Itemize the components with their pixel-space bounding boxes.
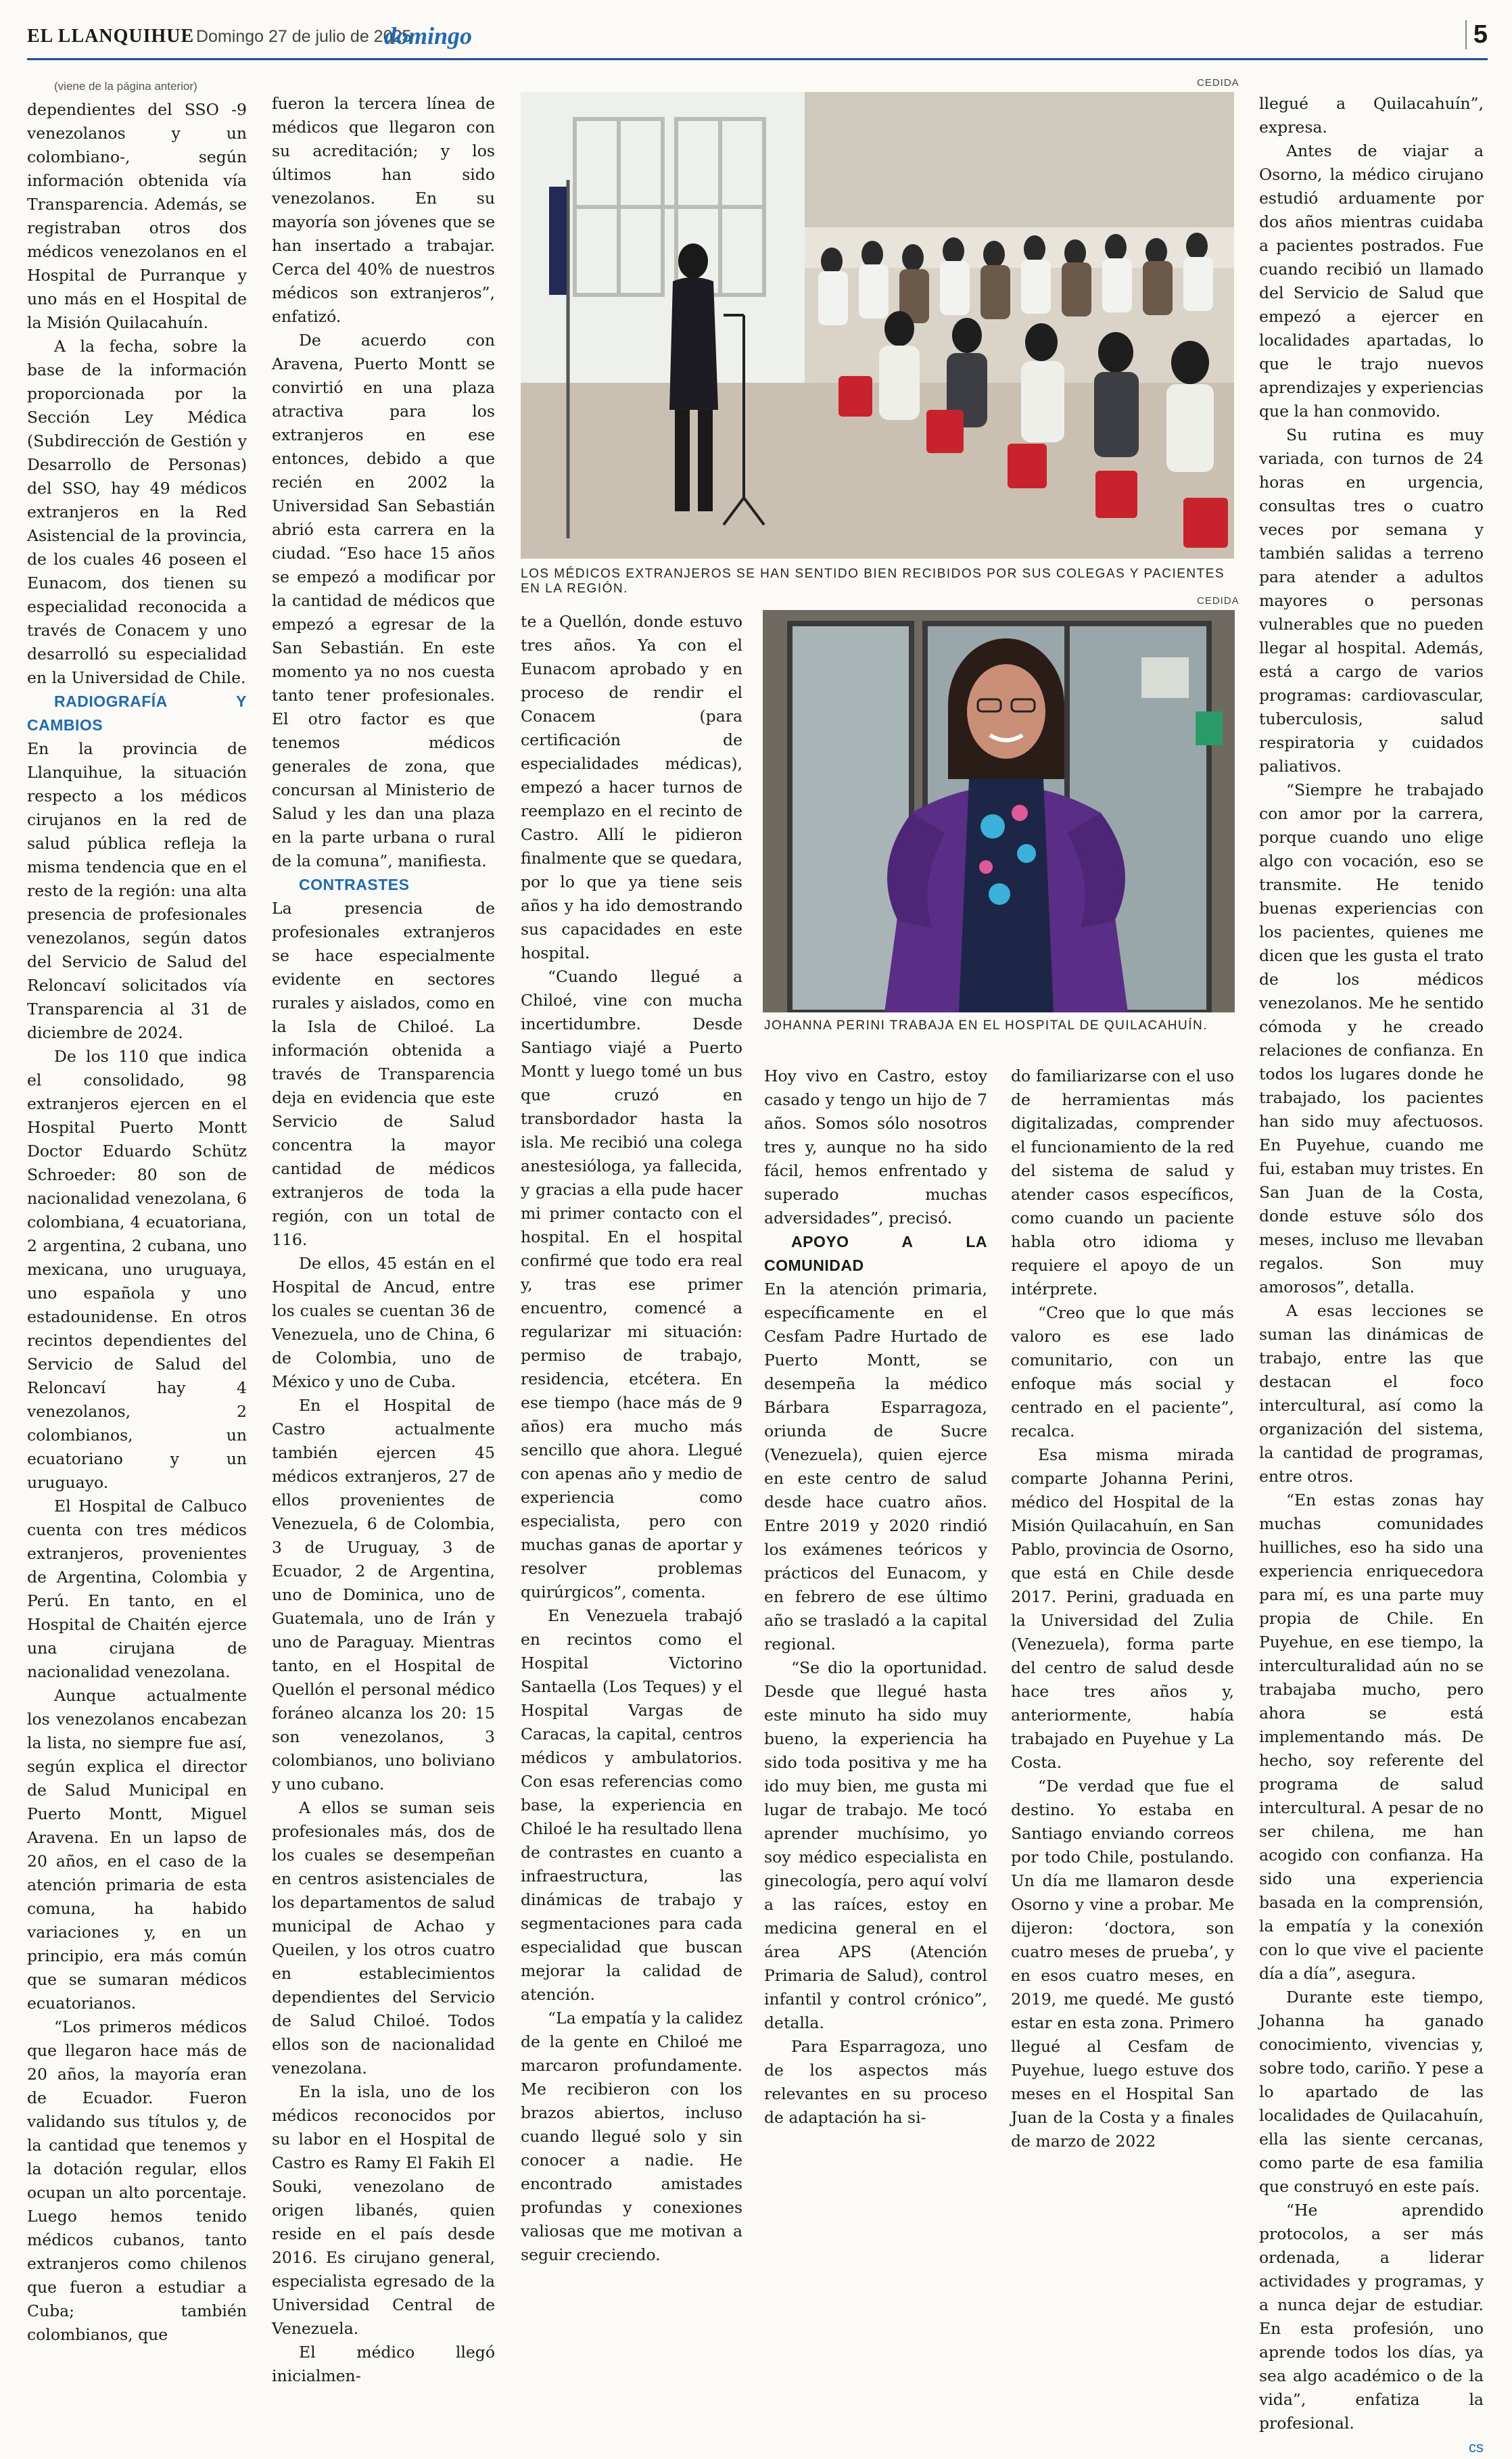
paragraph: En la atención primaria, específicamente en el Cesfam Padre Hurtado de Puerto Montt, se desempeña la médico Bárbara Esparragoza, oriunda de Sucre (Venezuela), quien ejerce en este centro de salud desde hace cuatro años. Entre 2019 y 2020 rindió los exámenes teóricos y prácticos del Eunacom, y en febrero de ese último año se trasladó a la capital regional. [764,1280,987,1654]
page-header [27,20,1488,60]
paragraph: Para Esparragoza, uno de los aspectos más relevantes en su proceso de adaptación ha si- [764,2037,987,2127]
paragraph: La presencia de profesionales extranjeros se hace especialmente evidente en sectores rurales y aislados, como en la Isla de Chiloé. La información obtenida a través de Transparencia deja en evidencia que este Servicio de Salud concentra la mayor cantidad de médicos extranjeros de toda la región, con un total de 116. [272,899,495,1249]
section-name: domingo [384,22,473,49]
paragraph: “En estas zonas hay muchas comunidades huilliches, eso ha sido una experiencia enriquecedora para mí, es una parte muy propia de Chile. En Puyehue, en ese tiempo, la interculturalidad aún no se trabajaba mucho, pero ahora se está implementando más. De hecho, soy referente del programa de salud intercultural. A pesar de no ser chilena, me han acogido con confianza. Ha sido una experiencia basada en la comprensión, la empatía y la conexión con lo que vive el paciente día a día”, asegura. [1259,1491,1484,1983]
article-column-5 [1011,1064,1234,2153]
article-column-6 [1259,92,1484,2459]
newspaper-name: EL LLANQUIHUE [27,26,195,47]
continued-note: (viene de la página anterior) [54,80,197,93]
paragraph: Durante este tiempo, Johanna ha ganado conocimiento, vivencias y, sobre todo, cariño. Y pese a lo apartado de las localidades de Quilacahuín, ella las siente cercanas, como parte de esa familia que construyó en este país. [1259,1988,1484,2196]
subheading-contrastes: CONTRASTES [299,876,410,893]
issue-date: Domingo 27 de julio de 2025 [196,27,412,46]
paragraph: “Los primeros médicos que llegaron hace más de 20 años, la mayoría eran de Ecuador. Fueron validando sus títulos y, de la cantidad que tenemos y la dotación regular, ellos ocupan un alto porcentaje. Luego hemos tenido médicos cubanos, tanto extranjeros como chilenos que fueron a estudiar a Cuba; también colombianos, que [27,2017,247,2344]
paragraph: “Creo que lo que más valoro es ese lado comunitario, con un enfoque más social y centrado en el paciente”, recalca. [1011,1303,1234,1441]
article-end-mark: cs [1469,2439,1484,2456]
paragraph: dependientes del SSO -9 venezolanos y un colombiano-, según información obtenida vía Transparencia. Además, se registraban otros dos médicos venezolanos en el Hospital de Purranque y uno más en el Hospital de la Misión Quilacahuín. [27,100,247,332]
subheading-radiografia: RADIOGRAFÍA Y CAMBIOS [27,693,247,734]
paragraph: fueron la tercera línea de médicos que llegaron con su acreditación; y los últimos han sido venezolanos. En su mayoría son jóvenes que se han insertado a trabajar. Cerca del 40% de nuestros médicos son extranjeros”, enfatizó. [272,94,495,326]
paragraph: A la fecha, sobre la base de la información proporcionada por la Sección Ley Médica (Subdirección de Gestión y Desarrollo de Personas) del SSO, hay 49 médicos extranjeros en la Red Asistencial de la provincia, de los cuales 46 poseen el Eunacom, dos tienen su especialidad reconocida a través de Conacem y uno desarrolló su especialidad en la Universidad de Chile. [27,337,247,687]
portrait-photo [763,610,1235,1012]
paragraph: A ellos se suman seis profesionales más, dos de los cuales se desempeñan en centros asistenciales de los departamentos de salud municipal de Achao y Queilen, y los otros cuatro en establecimientos dependientes del Servicio de Salud Chiloé. Todos ellos son de nacionalidad venezolana. [272,1798,495,2078]
paragraph: En Venezuela trabajó en recintos como el Hospital Victorino Santaella (Los Teques) y el Hospital Vargas de Caracas, la capital, centros médicos y ambulatorios. Con esas referencias como base, la experiencia en Chiloé le ha resultado llena de contrastes en cuanto a infraestructura, las dinámicas de trabajo y segmentaciones para cada especialidad que buscan mejorar la calidad de atención. [521,1606,742,2004]
article-column-1 [27,74,247,2347]
paragraph: A esas lecciones se suman las dinámicas de trabajo, entre las que destacan el foco intercultural, así como la organización del sistema, la cantidad de programas, entre otros. [1259,1301,1484,1486]
paragraph: Esa misma mirada comparte Johanna Perini, médico del Hospital de la Misión Quilacahuín, en San Pablo, provincia de Osorno, que está en Chile desde 2017. Perini, graduada en la Universidad del Zulia (Venezuela), forma parte del centro de salud desde hace tres años y, anteriormente, había trabajado en Puyehue y La Costa. [1011,1445,1234,1772]
photo-credit: CEDIDA [1197,77,1239,89]
paragraph: Su rutina es muy variada, con turnos de 24 horas en urgencia, consultas tres o cuatro veces por semana y también salidas a terreno para atender a adultos mayores o personas vulnerables que no pueden llegar al hospital. Además, está a cargo de varios programas: cardiovascular, tuberculosis, salud respiratoria y cuidados paliativos. [1259,425,1484,776]
paragraph: Hoy vivo en Castro, estoy casado y tengo un hijo de 7 años. Somos sólo nosotros tres y, aunque no ha sido fácil, hemos enfrentado y superado muchas adversidades”, precisó. [764,1067,987,1227]
paragraph: El Hospital de Calbuco cuenta con tres médicos extranjeros, provenientes de Argentina, Colombia y Perú. En tanto, en el Hospital de Chaitén ejerce una cirujana de nacionalidad venezolana. [27,1497,247,1681]
portrait-photo-illustration [763,610,1235,1012]
paragraph: En la provincia de Llanquihue, la situación respecto a los médicos cirujanos en la red de salud pública refleja la misma tendencia que en el resto de la región: una alta presencia de profesionales venezolanos, según datos del Servicio de Salud del Reloncaví solicitados vía Transparencia al 31 de diciembre de 2024. [27,739,247,1042]
conference-photo [521,92,1234,559]
paragraph: Aunque actualmente los venezolanos encabezan la lista, no siempre fue así, según explica el director de Salud Municipal en Puerto Montt, Miguel Aravena. En un lapso de 20 años, en el caso de la atención primaria de esta comuna, ha habido variaciones y, en un principio, era más común que se sumaran médicos ecuatorianos. [27,1686,247,2013]
page-number: 5 [1465,20,1488,49]
audience-photo-illustration [521,92,1234,559]
article-column-3 [521,610,742,2267]
subheading-apoyo: APOYO A LA COMUNIDAD [764,1233,987,1274]
paragraph: “De verdad que fue el destino. Yo estaba en Santiago enviando correos por todo Chile, postulando. Un día me llamaron desde Osorno y vine a probar. Me dijeron: ‘doctora, son cuatro meses de prueba’, y en esos cuatro meses, en 2019, me quedé. Me gustó estar en esta zona. Primero llegué al Cesfam de Puyehue, luego estuve dos meses en el Hospital San Juan de la Costa y a finales de marzo de 2022 [1011,1777,1234,2151]
paragraph: “Siempre he trabajado con amor por la carrera, porque cuando uno elige algo con vocación, eso se transmite. He tenido buenas experiencias con los pacientes, quienes me dicen que les gusta el trato de los médicos venezolanos. Me he sentido cómoda y he creado relaciones de confianza. En todos los lugares donde he trabajado, los pacientes han sido muy afectuosos. En Puyehue, cuando me fui, estaban muy tristes. En San Juan de la Costa, donde estuve sólo dos meses, incluso me llevaban regalos. Son muy amorosos”, detalla. [1259,780,1484,1296]
paragraph: Antes de viajar a Osorno, la médico cirujano estudió arduamente por dos años mientras cuidaba a pacientes postrados. Fue cuando recibió un llamado del Servicio de Salud que empezó a ejercer en localidades apartadas, lo que le trajo nuevos aprendizajes y experiencias que la han conmovido. [1259,141,1484,421]
paragraph: De acuerdo con Aravena, Puerto Montt se convirtió en una plaza atractiva para los extranjeros en ese entonces, debido a que recién en 2002 la Universidad San Sebastián abrió esta carrera en la ciudad. “Eso hace 15 años se empezó a modificar por la cantidad de médicos que empezó a egresar de la San Sebastián. En este momento ya no nos cuesta tanto tener profesionales. El otro factor es que tenemos médicos generales de zona, que concursan al Ministerio de Salud y les dan una plaza en la parte urbana o rural de la comuna”, manifiesta. [272,331,495,870]
paragraph: do familiarizarse con el uso de herramientas más digitalizadas, comprender el funcionamiento de la red del sistema de salud y atender casos específicos, como cuando un paciente habla otro idioma y requiere el apoyo de un intérprete. [1011,1067,1234,1298]
paragraph: En la isla, uno de los médicos reconocidos por su labor en el Hospital de Castro es Ramy El Fakih El Souki, venezolano de origen libanés, quien reside en el país desde 2016. Es cirujano general, especialista egresado de la Universidad Central de Venezuela. [272,2082,495,2338]
photo-caption-conference: LOS MÉDICOS EXTRANJEROS SE HAN SENTIDO BIEN RECIBIDOS POR SUS COLEGAS Y PACIENTES EN LA REGIÓN. [521,567,1225,596]
paragraph: “Cuando llegué a Chiloé, vine con mucha incertidumbre. Desde Santiago viajé a Puerto Montt y luego tomé un bus que cruzó en transbordador hasta la isla. Me recibió una colega anestesióloga, ya fallecida, y gracias a ella pude hacer mi primer contacto con el hospital. En el hospital confirmé que todo era real y, tras ese primer encuentro, comencé a regularizar mi situación: permiso de trabajo, residencia, etcétera. En ese tiempo (hace más de 9 años) era mucho más sencillo que ahora. Llegué con apenas año y medio de experiencia como especialista, pero con muchas ganas de aportar y resolver problemas quirúrgicos”, comenta. [521,967,742,1601]
article-column-2 [272,92,495,2388]
paragraph: “La empatía y la calidez de la gente en Chiloé me marcaron profundamente. Me recibieron con los brazos abiertos, incluso cuando llegué solo y sin conocer a nadie. He encontrado amistades profundas y conexiones valiosas que me motivan a seguir creciendo. [521,2009,742,2264]
article-column-4 [764,1064,987,2130]
paragraph: te a Quellón, donde estuvo tres años. Ya con el Eunacom aprobado y en proceso de rendir el Conacem (para certificación de especialidades médicas), empezó a hacer turnos de reemplazo en el recinto de Castro. Allí le pidieron finalmente que se quedara, por lo que ya tiene seis años y ha ido demostrando sus capacidades en este hospital. [521,612,742,962]
photo-caption-portrait: JOHANNA PERINI TRABAJA EN EL HOSPITAL DE QUILACAHUÍN. [764,1018,1208,1033]
paragraph: En el Hospital de Castro actualmente también ejercen 45 médicos extranjeros, 27 de ellos provenientes de Venezuela, 6 de Colombia, 3 de Uruguay, 3 de Ecuador, 2 de Argentina, uno de Dominica, uno de Guatemala, uno de Irán y uno de Paraguay. Mientras tanto, en el Hospital de Quellón el personal médico foráneo alcanza los 20: 15 son venezolanos, 3 colombianos, uno boliviano y uno cubano. [272,1396,495,1794]
paragraph: De los 110 que indica el consolidado, 98 extranjeros ejercen en el Hospital Puerto Montt Doctor Eduardo Schütz Schroeder: 80 son de nacionalidad venezolana, 6 colombiana, 4 ecuatoriana, 2 argentina, 2 cubana, uno mexicana, uno uruguaya, uno española y uno estadounidense. En otros recintos dependientes del Servicio de Salud del Reloncaví hay 4 venezolanos, 2 colombianos, un ecuatoriano y un uruguayo. [27,1047,247,1492]
paragraph: “He aprendido protocolos, a ser más ordenada, a liderar actividades y programas, y a nunca dejar de estudiar. En esta profesión, uno aprende todos los días, ya sea algo académico o de la vida”, enfatiza la profesional. [1259,2201,1484,2433]
paragraph: llegué a Quilacahuín”, expresa. [1259,94,1484,137]
paragraph: “Se dio la oportunidad. Desde que llegué hasta este minuto ha sido muy bueno, la experiencia ha sido toda positiva y me ha ido muy bien, me gusta mi lugar de trabajo. Me tocó aprender muchísimo, yo soy médico especialista en ginecología, pero aquí volví a las raíces, estoy en medicina general en el área APS (Atención Primaria de Salud), control infantil y control crónico”, detalla. [764,1658,987,2032]
photo-credit: CEDIDA [1197,595,1239,607]
paragraph: El médico llegó inicialmen- [272,2343,495,2385]
paragraph: De ellos, 45 están en el Hospital de Ancud, entre los cuales se cuentan 36 de Venezuela, uno de China, 6 de Colombia, uno de México y uno de Cuba. [272,1254,495,1391]
